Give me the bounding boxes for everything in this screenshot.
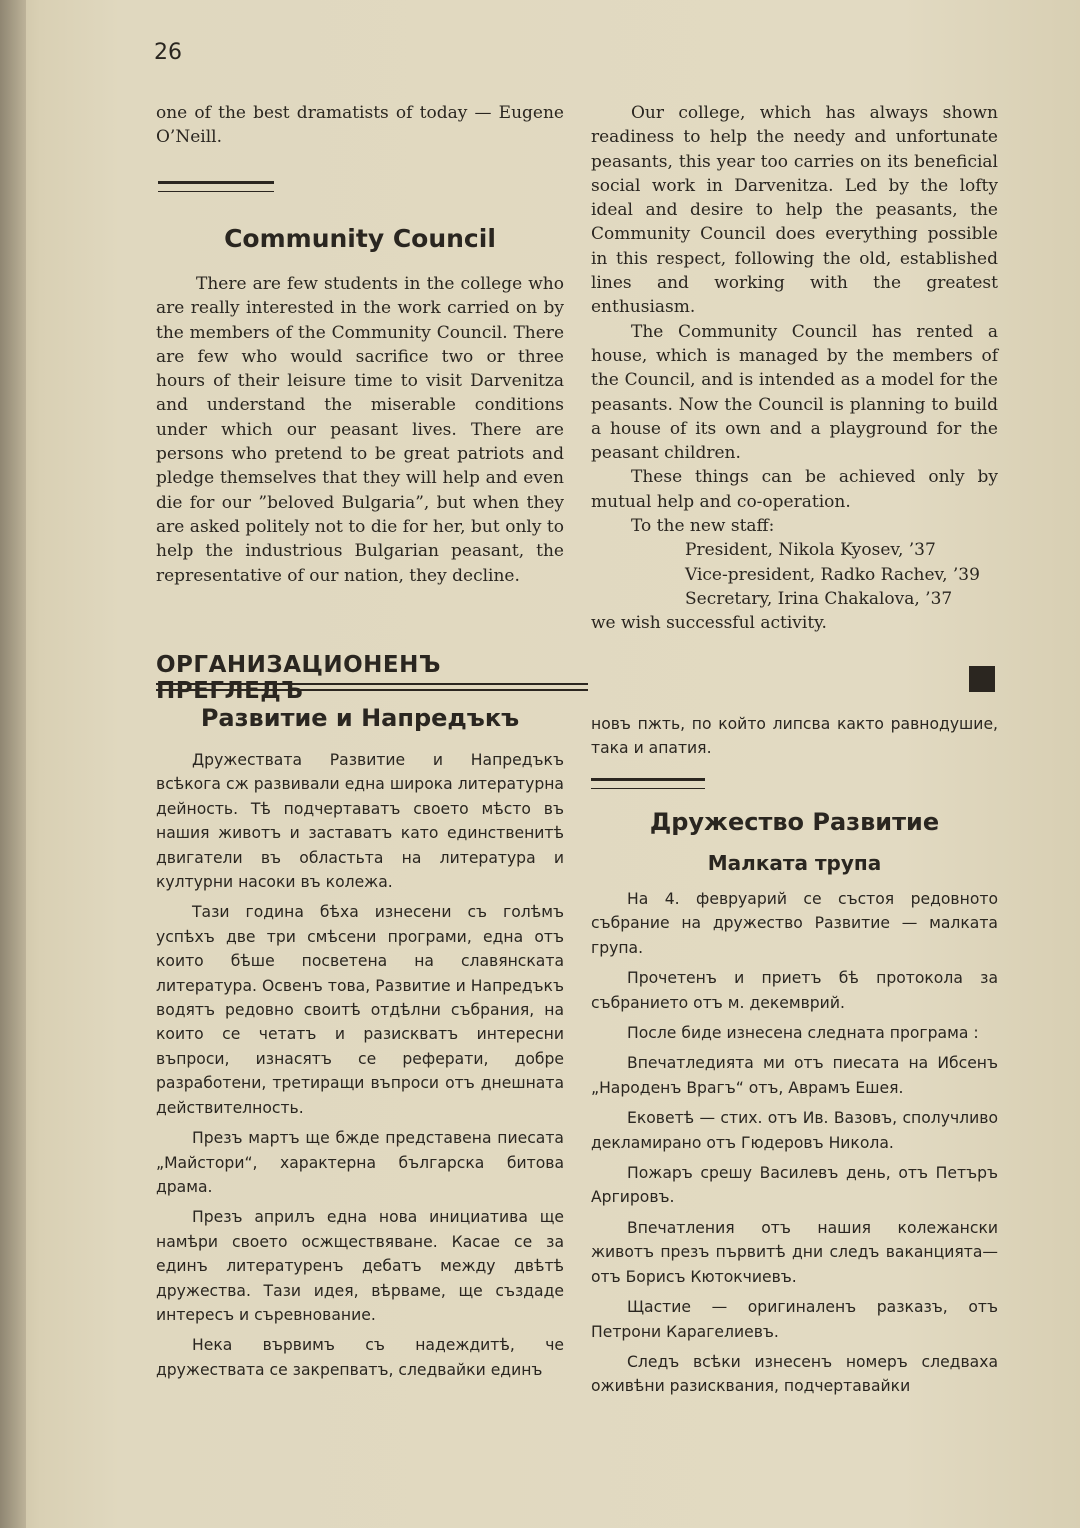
right-paragraph-1: Our college, which has always shown readiness to help the needy and unfortunate peasants, this year too carries on its beneficial social work in Darvenitza. Led by the lofty ideal and desire to help the peasants, the Community Council does everything possible in this respect, following the old, established lines and working with the greatest enthusiasm. bbox=[591, 103, 998, 318]
closing-line: we wish successful activity. bbox=[591, 613, 827, 634]
right-bottom-paragraph: Пожаръ срешу Василевъ день, отъ Петъръ Аргировъ. bbox=[591, 1164, 998, 1207]
community-council-title: Community Council bbox=[224, 224, 496, 253]
left-top-column bbox=[156, 101, 564, 150]
malkata-trupa-subtitle: Малката трупа bbox=[707, 851, 882, 875]
right-bottom-paragraph: Впечатления отъ нашия колежански животъ презъ първитѣ дни следъ ваканцията—отъ Борисъ Кютокчиевъ. bbox=[591, 1218, 998, 1286]
right-continuation-text: новъ пжть, по който липсва както равнодушие, така и апатия. bbox=[591, 715, 998, 758]
right-bottom-paragraph: Впечатледията ми отъ пиесата на Ибсенъ „Народенъ Врагъ“ отъ, Аврамъ Ешея. bbox=[591, 1054, 998, 1097]
staff-president: President, Nikola Kyosev, ’37 bbox=[685, 540, 936, 561]
right-bottom-column bbox=[591, 887, 998, 1405]
section-divider-rule bbox=[591, 778, 705, 789]
staff-secretary: Secretary, Irina Chakalova, ’37 bbox=[685, 588, 953, 609]
right-bottom-paragraph: Следъ всѣки изнесенъ номеръ следваха оживѣни разисквания, подчертавайки bbox=[591, 1352, 998, 1396]
left-bottom-paragraph: Тази година бѣха изнесени съ голѣмъ успѣхъ две три смѣсени програми, една отъ които бѣше посветена на славянската литература. Освенъ това, Развитие и Напредъкъ водятъ редовно своитѣ отдѣлни събрания, на които се четатъ и разискватъ интересни въпроси, изнасятъ се реферати, добре разработени, третиращи въпроси отъ днешната действителность. bbox=[156, 903, 564, 1117]
right-paragraph-3: These things can be achieved only by mutual help and co-operation. bbox=[591, 467, 998, 512]
right-bottom-continuation bbox=[591, 712, 998, 767]
right-bottom-paragraph: Прочетенъ и приетъ бѣ протокола за събранието отъ м. декемврий. bbox=[591, 969, 998, 1012]
left-bottom-paragraph: Презъ мартъ ще бжде представена пиесата „Майстори“, характерна българска битова драма. bbox=[156, 1129, 564, 1196]
right-top-column bbox=[591, 101, 998, 636]
left-continuation-text: one of the best dramatists of today — Eugene O’Neill. bbox=[156, 103, 564, 148]
razvitie-napredak-title: Развитие и Напредъкъ bbox=[200, 704, 520, 732]
black-square-ornament bbox=[969, 666, 995, 692]
right-bottom-paragraph: После биде изнесена следната програма : bbox=[627, 1024, 979, 1043]
section-header-underline bbox=[156, 683, 588, 691]
staff-intro: To the new staff: bbox=[631, 516, 775, 537]
right-bottom-paragraph: Ековетѣ — стих. отъ Ив. Вазовъ, сполучливо декламирано отъ Гюдеровъ Никола. bbox=[591, 1109, 998, 1152]
section-divider-rule bbox=[158, 181, 274, 192]
druzhestvo-razvitie-title: Дружество Развитие bbox=[649, 808, 940, 836]
right-bottom-paragraph: Щастие — оригиналенъ разказъ, отъ Петрони Карагелиевъ. bbox=[591, 1298, 998, 1341]
right-paragraph-2: The Community Council has rented a house, which is managed by the members of the Council, and is intended as a model for the peasants. Now the Council is planning to build a house of its own and a playground for the peasant children. bbox=[591, 321, 998, 464]
right-bottom-paragraph: На 4. февруарий се състоя редовното събрание на дружество Развитие — малката група. bbox=[591, 890, 998, 957]
left-bottom-paragraph: Презъ априлъ една нова инициатива ще намѣри своето осжществяване. Касае се за единъ литературенъ дебатъ между двѣтѣ дружества. Тази идея, вѣрваме, ще създаде интересъ и съревнование. bbox=[156, 1208, 564, 1324]
binding-gutter bbox=[0, 0, 26, 1528]
left-bottom-column bbox=[156, 748, 564, 1388]
community-council-paragraph: There are few students in the college who are really interested in the work carried on by the members of the Community Council. There are few who would sacrifice two or three hours of their leisure time to visit Darvenitza and understand the miserable conditions under which our peasant lives. There are persons who pretend to be great patriots and pledge themselves that they will help and even die for our ”beloved Bulgaria”, but when they are asked politely not to die for her, but only to help the industrious Bulgarian peasant, the representative of our nation, they decline. bbox=[156, 274, 564, 586]
staff-vice-president: Vice-president, Radko Rachev, ’39 bbox=[685, 564, 980, 585]
left-bottom-paragraph: Дружествата Развитие и Напредъкъ всѣкога сж развивали една широка литературна дейность. Тѣ подчертаватъ своето мѣсто въ нашия животъ и заставатъ като единственитѣ двигатели въ областьта на литература и културни насоки въ колежа. bbox=[156, 751, 564, 892]
page-number: 26 bbox=[154, 40, 182, 65]
community-council-body bbox=[156, 272, 564, 588]
left-bottom-paragraph: Нека вървимъ съ надеждитѣ, че дружествата се закрепватъ, следвайки единъ bbox=[156, 1336, 564, 1379]
section-header: ОРГАНИЗАЦИОНЕНЪ ПРЕГЛЕДЪ bbox=[156, 652, 441, 704]
